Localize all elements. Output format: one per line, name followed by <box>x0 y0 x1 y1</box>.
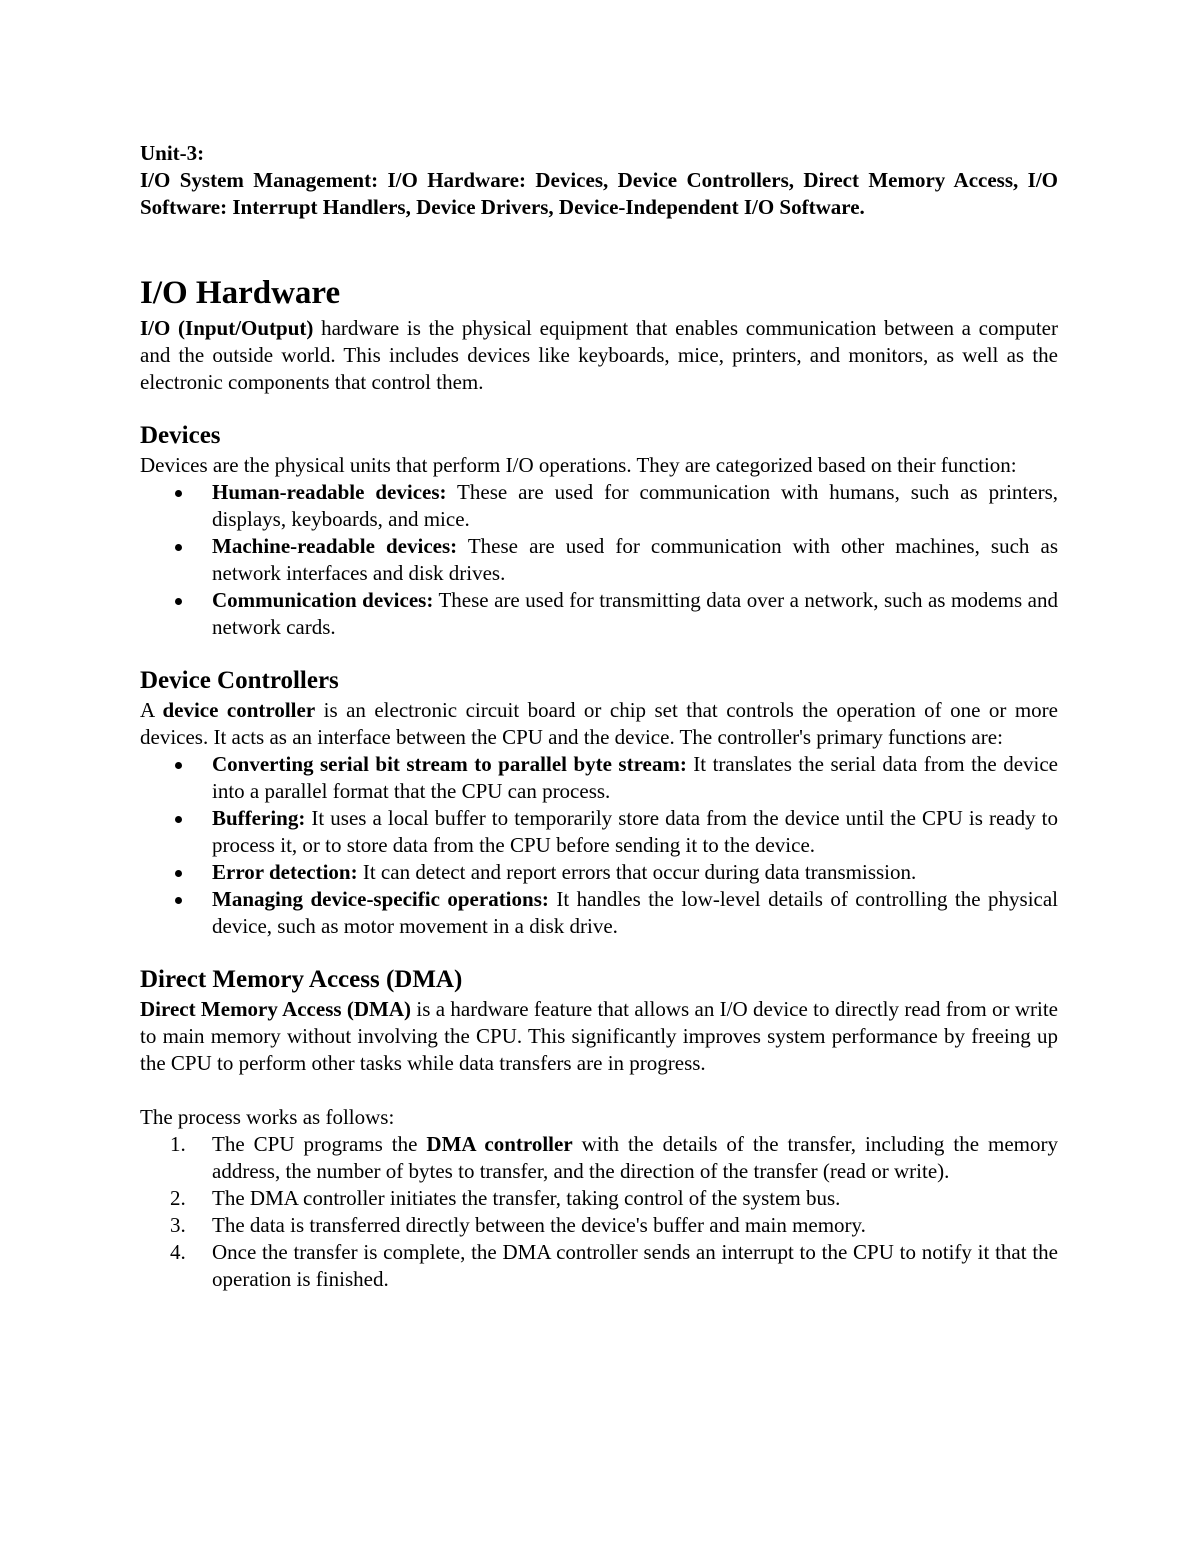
bullet-icon <box>175 816 182 823</box>
list-item-bold: Human-readable devices: <box>212 480 447 504</box>
devices-intro: Devices are the physical units that perform I/O operations. They are categorized based on their function: <box>140 453 1017 477</box>
list-item-text: It handles the low-level details of controlling the physical device, such as motor movement in a disk drive. <box>212 887 1059 938</box>
list-item <box>140 1185 1058 1212</box>
io-hardware-intro-text: hardware is the physical equipment that enables communication between a computer and the outside world. This includes devices like keyboards, mice, printers, and monitors, as well as the electronic components that control them. <box>140 316 1058 394</box>
device-controllers-intro-post: is an electronic circuit board or chip set that controls the operation of one or more devices. It acts as an interface between the CPU and the device. The controller's primary functions are: <box>140 698 1058 749</box>
devices-heading: Devices <box>140 422 221 449</box>
io-hardware-intro <box>140 315 1058 396</box>
dma-process-intro: The process works as follows: <box>140 1105 395 1129</box>
unit-label: Unit-3: <box>140 141 205 165</box>
list-item <box>140 805 1058 859</box>
list-item-text: It uses a local buffer to temporarily store data from the device until the CPU is ready to process it, or to store data from the CPU before sending it to the device. <box>212 806 1058 857</box>
io-hardware-heading: I/O Hardware <box>140 275 341 311</box>
dma-intro-text: is a hardware feature that allows an I/O device to directly read from or write to main memory without involving the CPU. This significantly improves system performance by freeing up the CPU to perform other tasks while data transfers are in progress. <box>140 997 1058 1075</box>
list-item <box>140 1239 1058 1293</box>
step-text-pre: The DMA controller initiates the transfer, taking control of the system bus. <box>212 1186 841 1210</box>
list-item <box>140 587 1058 641</box>
devices-list <box>140 479 1058 641</box>
list-item <box>140 751 1058 805</box>
bullet-icon <box>175 897 182 904</box>
list-item <box>140 1212 1058 1239</box>
bullet-icon <box>175 598 182 605</box>
list-item-text: It can detect and report errors that occur during data transmission. <box>357 860 917 884</box>
list-item-bold: Communication devices: <box>212 588 434 612</box>
step-text-bold: DMA controller <box>426 1132 573 1156</box>
device-controllers-intro <box>140 697 1058 751</box>
step-number: 3. <box>170 1213 186 1237</box>
list-item <box>140 533 1058 587</box>
list-item-bold: Error detection: <box>212 860 358 884</box>
step-text-pre: Once the transfer is complete, the DMA controller sends an interrupt to the CPU to notify it that the operation is finished. <box>212 1240 1058 1291</box>
list-item-bold: Converting serial bit stream to parallel byte stream: <box>212 752 687 776</box>
step-number: 2. <box>170 1186 186 1210</box>
step-text-post: with the details of the transfer, including the memory address, the number of bytes to transfer, and the direction of the transfer (read or write). <box>212 1132 1058 1183</box>
dma-intro <box>140 996 1058 1077</box>
step-number: 1. <box>170 1132 186 1156</box>
list-item-text: These are used for communication with other machines, such as network interfaces and disk drives. <box>212 534 1058 585</box>
list-item-text: These are used for communication with humans, such as printers, displays, keyboards, and mice. <box>212 480 1058 531</box>
list-item-text: These are used for transmitting data over a network, such as modems and network cards. <box>212 588 1058 639</box>
list-item-bold: Buffering: <box>212 806 306 830</box>
unit-topics: I/O System Management: I/O Hardware: Devices, Device Controllers, Direct Memory Access, I/O Software: Interrupt Handlers, Device Drivers, Device-Independent I/O Software. <box>140 168 1058 219</box>
bullet-icon <box>175 544 182 551</box>
step-number: 4. <box>170 1240 186 1264</box>
list-item <box>140 1131 1058 1185</box>
bullet-icon <box>175 762 182 769</box>
io-hardware-intro-bold: I/O (Input/Output) <box>140 316 314 340</box>
step-text-pre: The data is transferred directly between the device's buffer and main memory. <box>212 1213 866 1237</box>
list-item <box>140 479 1058 533</box>
list-item <box>140 886 1058 940</box>
device-controllers-intro-bold: device controller <box>162 698 316 722</box>
device-controllers-intro-pre: A <box>140 698 163 722</box>
document-page <box>140 140 1058 1293</box>
list-item <box>140 859 1058 886</box>
device-controllers-heading: Device Controllers <box>140 667 339 694</box>
step-text-pre: The CPU programs the <box>212 1132 427 1156</box>
device-controllers-list <box>140 751 1058 940</box>
bullet-icon <box>175 870 182 877</box>
dma-heading: Direct Memory Access (DMA) <box>140 966 463 993</box>
list-item-text: It translates the serial data from the device into a parallel format that the CPU can process. <box>212 752 1058 803</box>
bullet-icon <box>175 490 182 497</box>
list-item-bold: Managing device-specific operations: <box>212 887 549 911</box>
dma-intro-bold: Direct Memory Access (DMA) <box>140 997 412 1021</box>
list-item-bold: Machine-readable devices: <box>212 534 458 558</box>
dma-steps-list <box>140 1131 1058 1293</box>
